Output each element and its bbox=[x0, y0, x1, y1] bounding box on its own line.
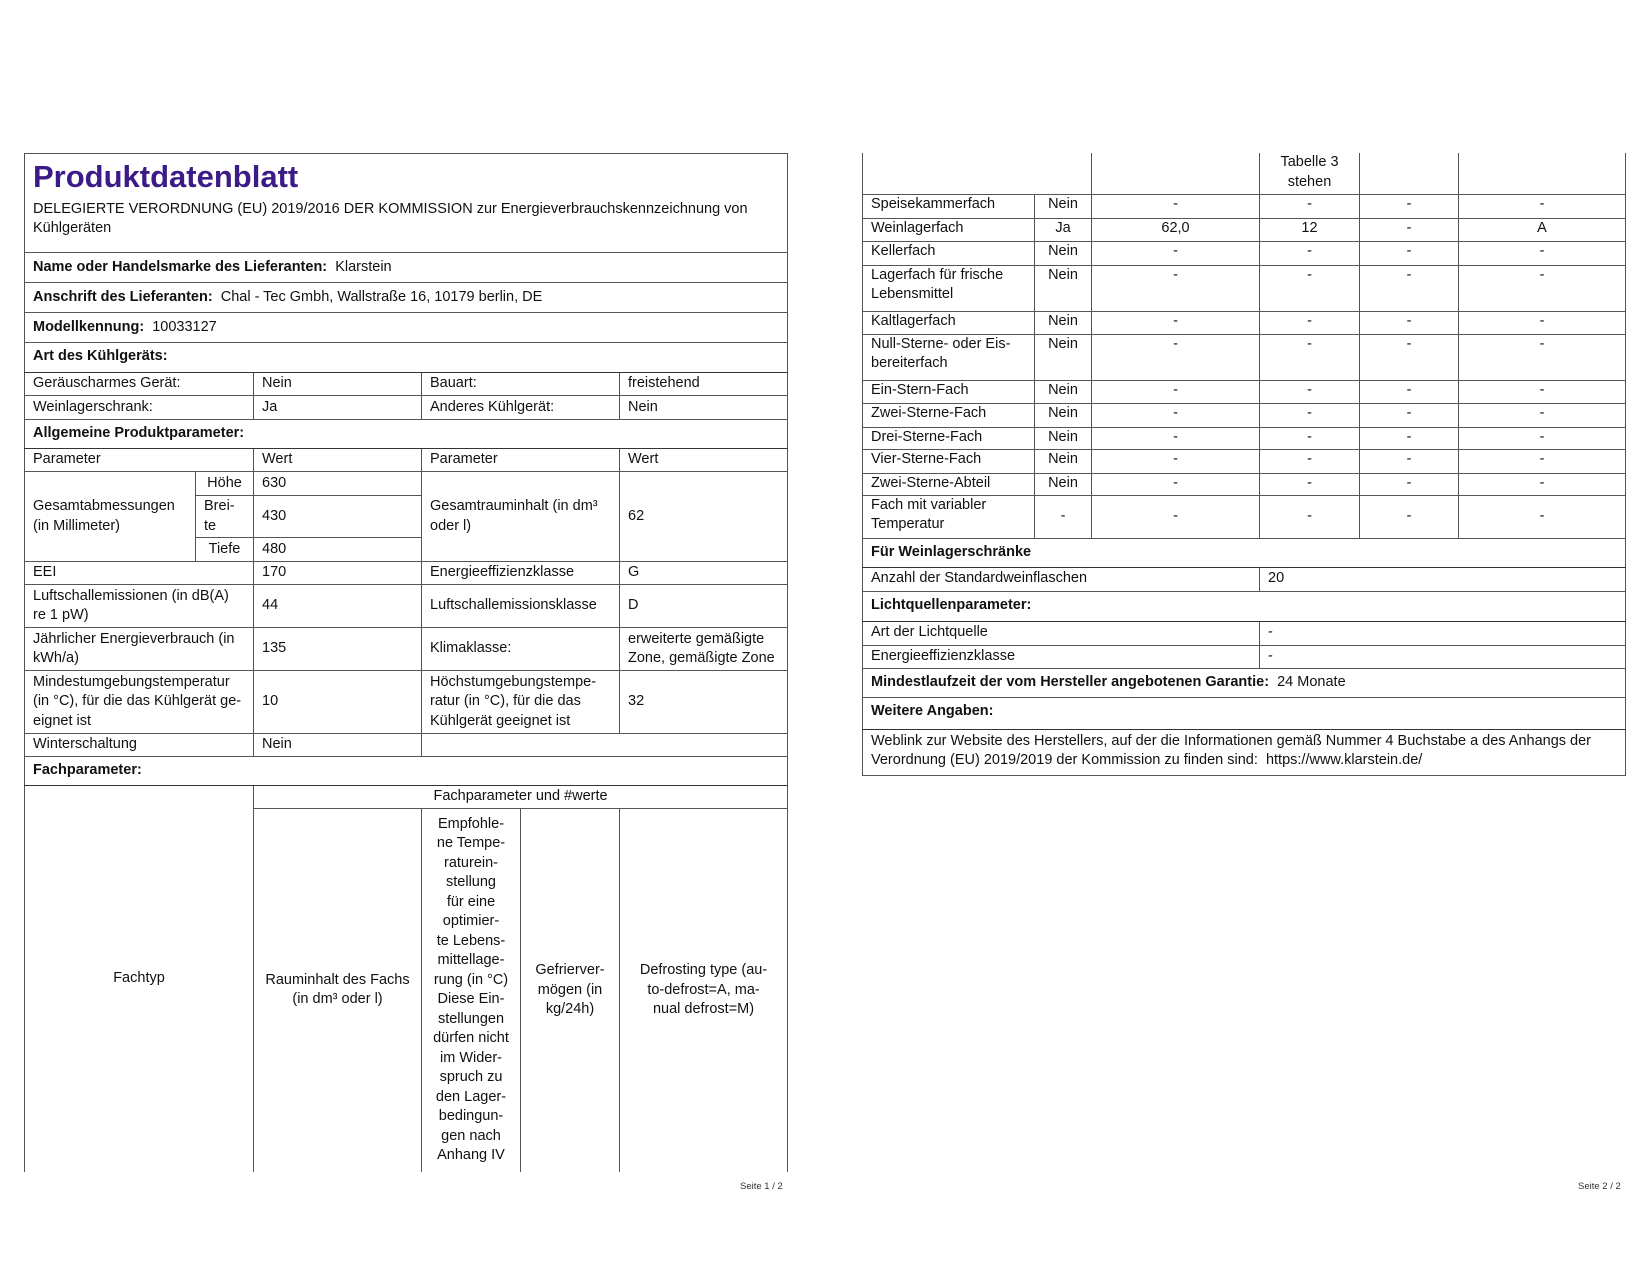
table-row bbox=[25, 373, 788, 396]
empty-cell bbox=[863, 153, 1092, 194]
table-row bbox=[25, 396, 788, 420]
cell-value: Nein bbox=[254, 373, 422, 396]
page-number-1: Seite 1 / 2 bbox=[740, 1181, 783, 1192]
cell-value: 44 bbox=[254, 585, 422, 628]
section-heading-general: Allgemeine Produktparameter: bbox=[25, 420, 788, 449]
compartment-defrost: - bbox=[1459, 334, 1626, 380]
compartment-volume: - bbox=[1092, 380, 1260, 403]
compartment-freeze: - bbox=[1360, 311, 1459, 334]
compartment-row bbox=[863, 380, 1626, 403]
compartment-defrost: A bbox=[1459, 218, 1626, 241]
bottles-label: Anzahl der Standardweinflaschen bbox=[863, 567, 1260, 591]
light-type-value: - bbox=[1260, 621, 1626, 645]
section-heading-compartments: Fachparameter: bbox=[25, 757, 788, 786]
compartment-freeze: - bbox=[1360, 334, 1459, 380]
compartment-freeze: - bbox=[1360, 380, 1459, 403]
weblink-text: Weblink zur Website des Herstellers, auf der die Informationen gemäß Nummer 4 Buchstabe a des Anhangs der Verordnung (EU) 2019/2019 der Kommission zu finden sind: bbox=[871, 732, 1591, 768]
product-datasheet-page-1 bbox=[24, 153, 788, 1172]
compartment-freeze: - bbox=[1360, 241, 1459, 265]
table-row bbox=[25, 562, 788, 585]
column-header: Wert bbox=[254, 449, 422, 472]
compartment-defrost: - bbox=[1459, 265, 1626, 311]
column-header: Wert bbox=[620, 449, 788, 472]
compartment-defrost-header: Defrosting type (au- to-defrost=A, ma- nual defrost=M) bbox=[620, 809, 788, 1172]
compartment-present: Nein bbox=[1035, 427, 1092, 449]
compartment-row bbox=[863, 218, 1626, 241]
compartment-name: Null-Sterne- oder Eis-bereiterfach bbox=[863, 334, 1035, 380]
compartment-volume: 62,0 bbox=[1092, 218, 1260, 241]
cell-value: D bbox=[620, 585, 788, 628]
cell-value: erweiterte gemäßigte Zone, gemäßigte Zone bbox=[620, 628, 788, 671]
compartment-volume: - bbox=[1092, 473, 1260, 495]
model-value: 10033127 bbox=[152, 318, 217, 335]
compartment-freeze: - bbox=[1360, 403, 1459, 427]
section-heading-type: Art des Kühlgeräts: bbox=[25, 343, 788, 373]
cell-label: EEI bbox=[25, 562, 254, 585]
compartment-volume: - bbox=[1092, 334, 1260, 380]
compartment-defrost: - bbox=[1459, 449, 1626, 473]
compartment-row bbox=[863, 473, 1626, 495]
cell-value: 135 bbox=[254, 628, 422, 671]
compartment-name: Ein-Stern-Fach bbox=[863, 380, 1035, 403]
compartment-present: Nein bbox=[1035, 194, 1092, 218]
compartment-defrost: - bbox=[1459, 194, 1626, 218]
cell-value: Nein bbox=[620, 396, 788, 420]
cell-label: Mindestumgebungstemperatur (in °C), für die das Kühlgerät ge-eignet ist bbox=[25, 671, 254, 734]
product-datasheet-page-2 bbox=[862, 153, 1626, 776]
compartment-row bbox=[863, 334, 1626, 380]
compartment-row bbox=[863, 403, 1626, 427]
compartment-present: - bbox=[1035, 495, 1092, 538]
compartment-volume-header: Rauminhalt des Fachs (in dm³ oder l) bbox=[254, 809, 422, 1172]
compartment-volume: - bbox=[1092, 311, 1260, 334]
compartment-group-header: Fachparameter und #werte bbox=[254, 786, 788, 809]
compartment-defrost: - bbox=[1459, 380, 1626, 403]
compartment-present: Nein bbox=[1035, 311, 1092, 334]
page-title: Produktdatenblatt bbox=[25, 154, 788, 198]
cell-value: G bbox=[620, 562, 788, 585]
compartment-temp: - bbox=[1260, 241, 1360, 265]
compartment-name: Zwei-Sterne-Fach bbox=[863, 403, 1035, 427]
light-class-label: Energieeffizienzklasse bbox=[863, 645, 1260, 668]
weblink-url[interactable]: https://www.klarstein.de/ bbox=[1265, 752, 1423, 768]
warranty-row bbox=[863, 668, 1626, 697]
compartment-defrost: - bbox=[1459, 473, 1626, 495]
cell-label: Energieeffizienzklasse bbox=[422, 562, 620, 585]
cell-label: Anderes Kühlgerät: bbox=[422, 396, 620, 420]
compartment-temp: - bbox=[1260, 495, 1360, 538]
compartment-freeze: - bbox=[1360, 194, 1459, 218]
compartment-type-header: Fachtyp bbox=[25, 786, 254, 1172]
volume-value: 62 bbox=[620, 472, 788, 562]
compartment-volume: - bbox=[1092, 265, 1260, 311]
table-header-row bbox=[25, 449, 788, 472]
compartment-present: Nein bbox=[1035, 473, 1092, 495]
compartment-temp: - bbox=[1260, 380, 1360, 403]
address-label: Anschrift des Lieferanten: bbox=[33, 288, 213, 305]
compartment-defrost: - bbox=[1459, 495, 1626, 538]
warranty-label: Mindestlaufzeit der vom Hersteller angebotenen Garantie: bbox=[871, 673, 1270, 690]
compartment-temp: - bbox=[1260, 311, 1360, 334]
compartment-volume: - bbox=[1092, 241, 1260, 265]
compartment-defrost: - bbox=[1459, 241, 1626, 265]
column-header: Parameter bbox=[422, 449, 620, 472]
cell-label: Bauart: bbox=[422, 373, 620, 396]
compartment-freeze: - bbox=[1360, 218, 1459, 241]
cell-label: Jährlicher Energieverbrauch (in kWh/a) bbox=[25, 628, 254, 671]
weblink-row bbox=[863, 729, 1626, 775]
empty-cell bbox=[1360, 153, 1459, 194]
compartment-present: Nein bbox=[1035, 241, 1092, 265]
compartment-volume: - bbox=[1092, 427, 1260, 449]
cell-label: Luftschallemissionen (in dB(A) re 1 pW) bbox=[25, 585, 254, 628]
compartment-temperature-header: Empfohle- ne Tempe- raturein- stellung für eine optimier- te Lebens- mittellage- rung (in °C) Diese Ein- stellungen dürfen nicht im Wider- spruch zu den Lager- bedingun- gen nach Anhang IV bbox=[422, 809, 521, 1172]
cell-value: 170 bbox=[254, 562, 422, 585]
compartment-temp: - bbox=[1260, 427, 1360, 449]
volume-label: Gesamtrauminhalt (in dm³ oder l) bbox=[422, 472, 620, 562]
compartment-freeze: - bbox=[1360, 495, 1459, 538]
width-label: Brei- te bbox=[196, 496, 254, 538]
model-row bbox=[25, 313, 788, 343]
empty-cell bbox=[1092, 153, 1260, 194]
table-row bbox=[25, 734, 788, 757]
compartment-freeze: - bbox=[1360, 449, 1459, 473]
compartment-row bbox=[863, 449, 1626, 473]
compartment-freeze: - bbox=[1360, 265, 1459, 311]
compartment-name: Kaltlagerfach bbox=[863, 311, 1035, 334]
compartment-row bbox=[863, 495, 1626, 538]
compartment-present: Nein bbox=[1035, 403, 1092, 427]
compartment-name: Lagerfach für frische Lebensmittel bbox=[863, 265, 1035, 311]
compartment-present: Nein bbox=[1035, 265, 1092, 311]
cell-label: Weinlagerschrank: bbox=[25, 396, 254, 420]
compartment-temp: - bbox=[1260, 473, 1360, 495]
section-heading-light: Lichtquellenparameter: bbox=[863, 591, 1626, 621]
compartment-freeze: - bbox=[1360, 473, 1459, 495]
compartment-volume: - bbox=[1092, 495, 1260, 538]
cell-label: Luftschallemissionsklasse bbox=[422, 585, 620, 628]
empty-cell bbox=[1459, 153, 1626, 194]
address-value: Chal - Tec Gmbh, Wallstraße 16, 10179 berlin, DE bbox=[220, 288, 543, 305]
winter-value: Nein bbox=[254, 734, 422, 757]
compartment-defrost: - bbox=[1459, 311, 1626, 334]
light-class-value: - bbox=[1260, 645, 1626, 668]
compartment-defrost: - bbox=[1459, 403, 1626, 427]
section-heading-wine: Für Weinlagerschränke bbox=[863, 538, 1626, 567]
cell-label: Klimaklasse: bbox=[422, 628, 620, 671]
compartment-present: Nein bbox=[1035, 380, 1092, 403]
cell-label: Geräuscharmes Gerät: bbox=[25, 373, 254, 396]
compartment-volume: - bbox=[1092, 403, 1260, 427]
compartment-temp: - bbox=[1260, 449, 1360, 473]
compartment-list bbox=[863, 194, 1626, 538]
bottles-value: 20 bbox=[1260, 567, 1626, 591]
supplier-row bbox=[25, 253, 788, 283]
compartment-row bbox=[863, 194, 1626, 218]
compartment-present: Nein bbox=[1035, 334, 1092, 380]
dimensions-label: Gesamtabmessungen (in Millimeter) bbox=[25, 472, 196, 562]
compartment-row bbox=[863, 241, 1626, 265]
model-label: Modellkennung: bbox=[33, 318, 145, 335]
cell-value: 32 bbox=[620, 671, 788, 734]
compartment-name: Drei-Sterne-Fach bbox=[863, 427, 1035, 449]
page-number-2: Seite 2 / 2 bbox=[1578, 1181, 1621, 1192]
empty-cell bbox=[422, 734, 788, 757]
winter-label: Winterschaltung bbox=[25, 734, 254, 757]
supplier-value: Klarstein bbox=[335, 258, 392, 275]
compartment-name: Speisekammerfach bbox=[863, 194, 1035, 218]
compartment-row bbox=[863, 311, 1626, 334]
depth-value: 480 bbox=[254, 538, 422, 562]
height-value: 630 bbox=[254, 472, 422, 496]
compartment-temp: - bbox=[1260, 334, 1360, 380]
compartment-temp: - bbox=[1260, 194, 1360, 218]
light-type-label: Art der Lichtquelle bbox=[863, 621, 1260, 645]
compartment-temp: 12 bbox=[1260, 218, 1360, 241]
continuation-header: Tabelle 3 stehen bbox=[1260, 153, 1360, 194]
table-row bbox=[25, 628, 788, 671]
compartment-row bbox=[863, 427, 1626, 449]
compartment-defrost: - bbox=[1459, 427, 1626, 449]
supplier-label: Name oder Handelsmarke des Lieferanten: bbox=[33, 258, 328, 275]
table-row bbox=[25, 585, 788, 628]
column-header: Parameter bbox=[25, 449, 254, 472]
depth-label: Tiefe bbox=[196, 538, 254, 562]
compartment-row bbox=[863, 265, 1626, 311]
compartment-freeze: - bbox=[1360, 427, 1459, 449]
compartment-freezing-header: Gefrierver- mögen (in kg/24h) bbox=[521, 809, 620, 1172]
cell-value: freistehend bbox=[620, 373, 788, 396]
compartment-name: Weinlagerfach bbox=[863, 218, 1035, 241]
compartment-name: Zwei-Sterne-Abteil bbox=[863, 473, 1035, 495]
section-heading-further: Weitere Angaben: bbox=[863, 697, 1626, 729]
regulation-subtitle: DELEGIERTE VERORDNUNG (EU) 2019/2016 DER KOMMISSION zur Energieverbrauchskennzeichnung von Kühlgeräten bbox=[25, 198, 788, 253]
compartment-temp: - bbox=[1260, 403, 1360, 427]
compartment-present: Ja bbox=[1035, 218, 1092, 241]
table-row bbox=[25, 671, 788, 734]
compartment-name: Fach mit variabler Temperatur bbox=[863, 495, 1035, 538]
address-row bbox=[25, 283, 788, 313]
compartment-temp: - bbox=[1260, 265, 1360, 311]
cell-label: Höchstumgebungstempe-ratur (in °C), für die das Kühlgerät geeignet ist bbox=[422, 671, 620, 734]
compartment-volume: - bbox=[1092, 194, 1260, 218]
width-value: 430 bbox=[254, 496, 422, 538]
height-label: Höhe bbox=[196, 472, 254, 496]
cell-value: 10 bbox=[254, 671, 422, 734]
compartment-volume: - bbox=[1092, 449, 1260, 473]
compartment-name: Kellerfach bbox=[863, 241, 1035, 265]
cell-value: Ja bbox=[254, 396, 422, 420]
compartment-name: Vier-Sterne-Fach bbox=[863, 449, 1035, 473]
warranty-value: 24 Monate bbox=[1277, 673, 1346, 690]
compartment-present: Nein bbox=[1035, 449, 1092, 473]
